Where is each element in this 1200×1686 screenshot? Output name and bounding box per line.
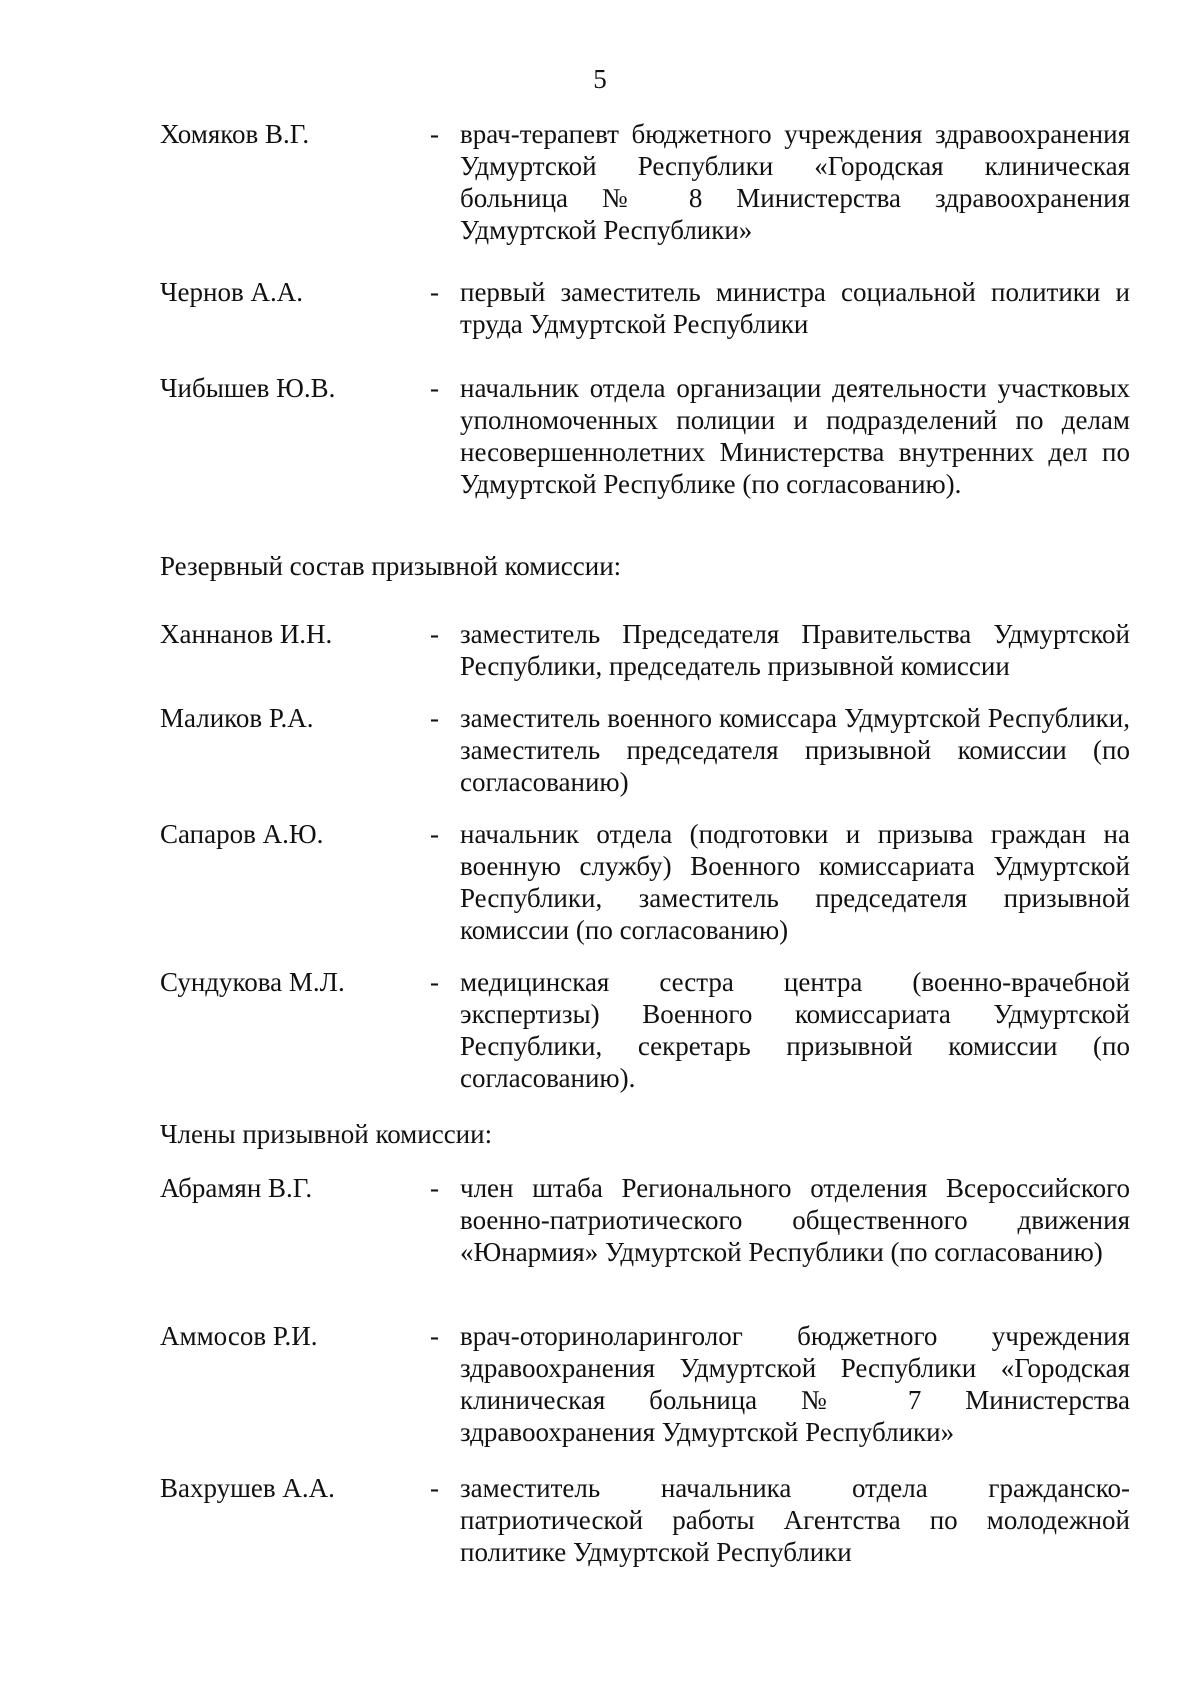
person-role: врач-оториноларинголог бюджетного учреждения здравоохранения Удмуртской Республики «Городская клиническая больница № 7 Министерства здравоохранения Удмуртской Республики»	[460, 1321, 1130, 1447]
person-name: Аммосов Р.И.	[160, 1321, 318, 1351]
person-name: Сапаров А.Ю.	[160, 819, 324, 849]
person-role: заместитель Председателя Правительства Удмуртской Республики, председатель призывной комиссии	[460, 619, 1130, 681]
list-item	[160, 1172, 1140, 1268]
person-name: Абрамян В.Г.	[160, 1173, 313, 1203]
list-item	[160, 1472, 1140, 1568]
dash-separator: -	[430, 1173, 439, 1203]
person-role: заместитель военного комиссара Удмуртской Республики, заместитель председателя призывной комиссии (по согласованию)	[460, 703, 1130, 797]
person-name: Маликов Р.А.	[160, 703, 314, 733]
dash-separator: -	[430, 1473, 439, 1503]
dash-separator: -	[430, 1321, 439, 1351]
dash-separator: -	[430, 119, 439, 149]
list-item	[160, 1320, 1140, 1448]
person-name: Ханнанов И.Н.	[160, 619, 333, 649]
list-item	[160, 966, 1140, 1094]
person-role: член штаба Регионального отделения Всероссийского военно-патриотического общественного движения «Юнармия» Удмуртской Республики (по согласованию)	[460, 1173, 1130, 1267]
members-section-heading: Члены призывной комиссии:	[160, 1119, 493, 1149]
person-role: первый заместитель министра социальной политики и труда Удмуртской Республики	[460, 277, 1130, 339]
list-item	[160, 818, 1140, 946]
list-item	[160, 276, 1140, 340]
person-role: медицинская сестра центра (военно-врачебной экспертизы) Военного комиссариата Удмуртской Республики, секретарь призывной комиссии (по согласованию).	[460, 967, 1130, 1093]
list-item	[160, 118, 1140, 246]
person-role: начальник отдела организации деятельности участковых уполномоченных полиции и подразделений по делам несовершеннолетних Министерства внутренних дел по Удмуртской Республике (по согласованию).	[460, 373, 1130, 499]
list-item	[160, 702, 1140, 798]
page-number: 5	[593, 64, 607, 94]
list-item	[160, 618, 1140, 682]
person-name: Сундукова М.Л.	[160, 967, 345, 997]
dash-separator: -	[430, 703, 439, 733]
person-name: Чибышев Ю.В.	[160, 373, 336, 403]
person-name: Вахрушев А.А.	[160, 1473, 335, 1503]
dash-separator: -	[430, 373, 439, 403]
list-item	[160, 372, 1140, 500]
reserve-section-heading: Резервный состав призывной комиссии:	[160, 551, 622, 581]
person-role: заместитель начальника отдела гражданско-патриотической работы Агентства по молодежной политике Удмуртской Республики	[460, 1473, 1130, 1567]
person-role: врач-терапевт бюджетного учреждения здравоохранения Удмуртской Республики «Городская клиническая больница № 8 Министерства здравоохранения Удмуртской Республики»	[460, 119, 1130, 245]
person-name: Хомяков В.Г.	[160, 119, 310, 149]
dash-separator: -	[430, 619, 439, 649]
dash-separator: -	[430, 277, 439, 307]
person-name: Чернов А.А.	[160, 277, 303, 307]
dash-separator: -	[430, 967, 439, 997]
person-role: начальник отдела (подготовки и призыва граждан на военную службу) Военного комиссариата Удмуртской Республики, заместитель председателя призывной комиссии (по согласованию)	[460, 819, 1130, 945]
dash-separator: -	[430, 819, 439, 849]
